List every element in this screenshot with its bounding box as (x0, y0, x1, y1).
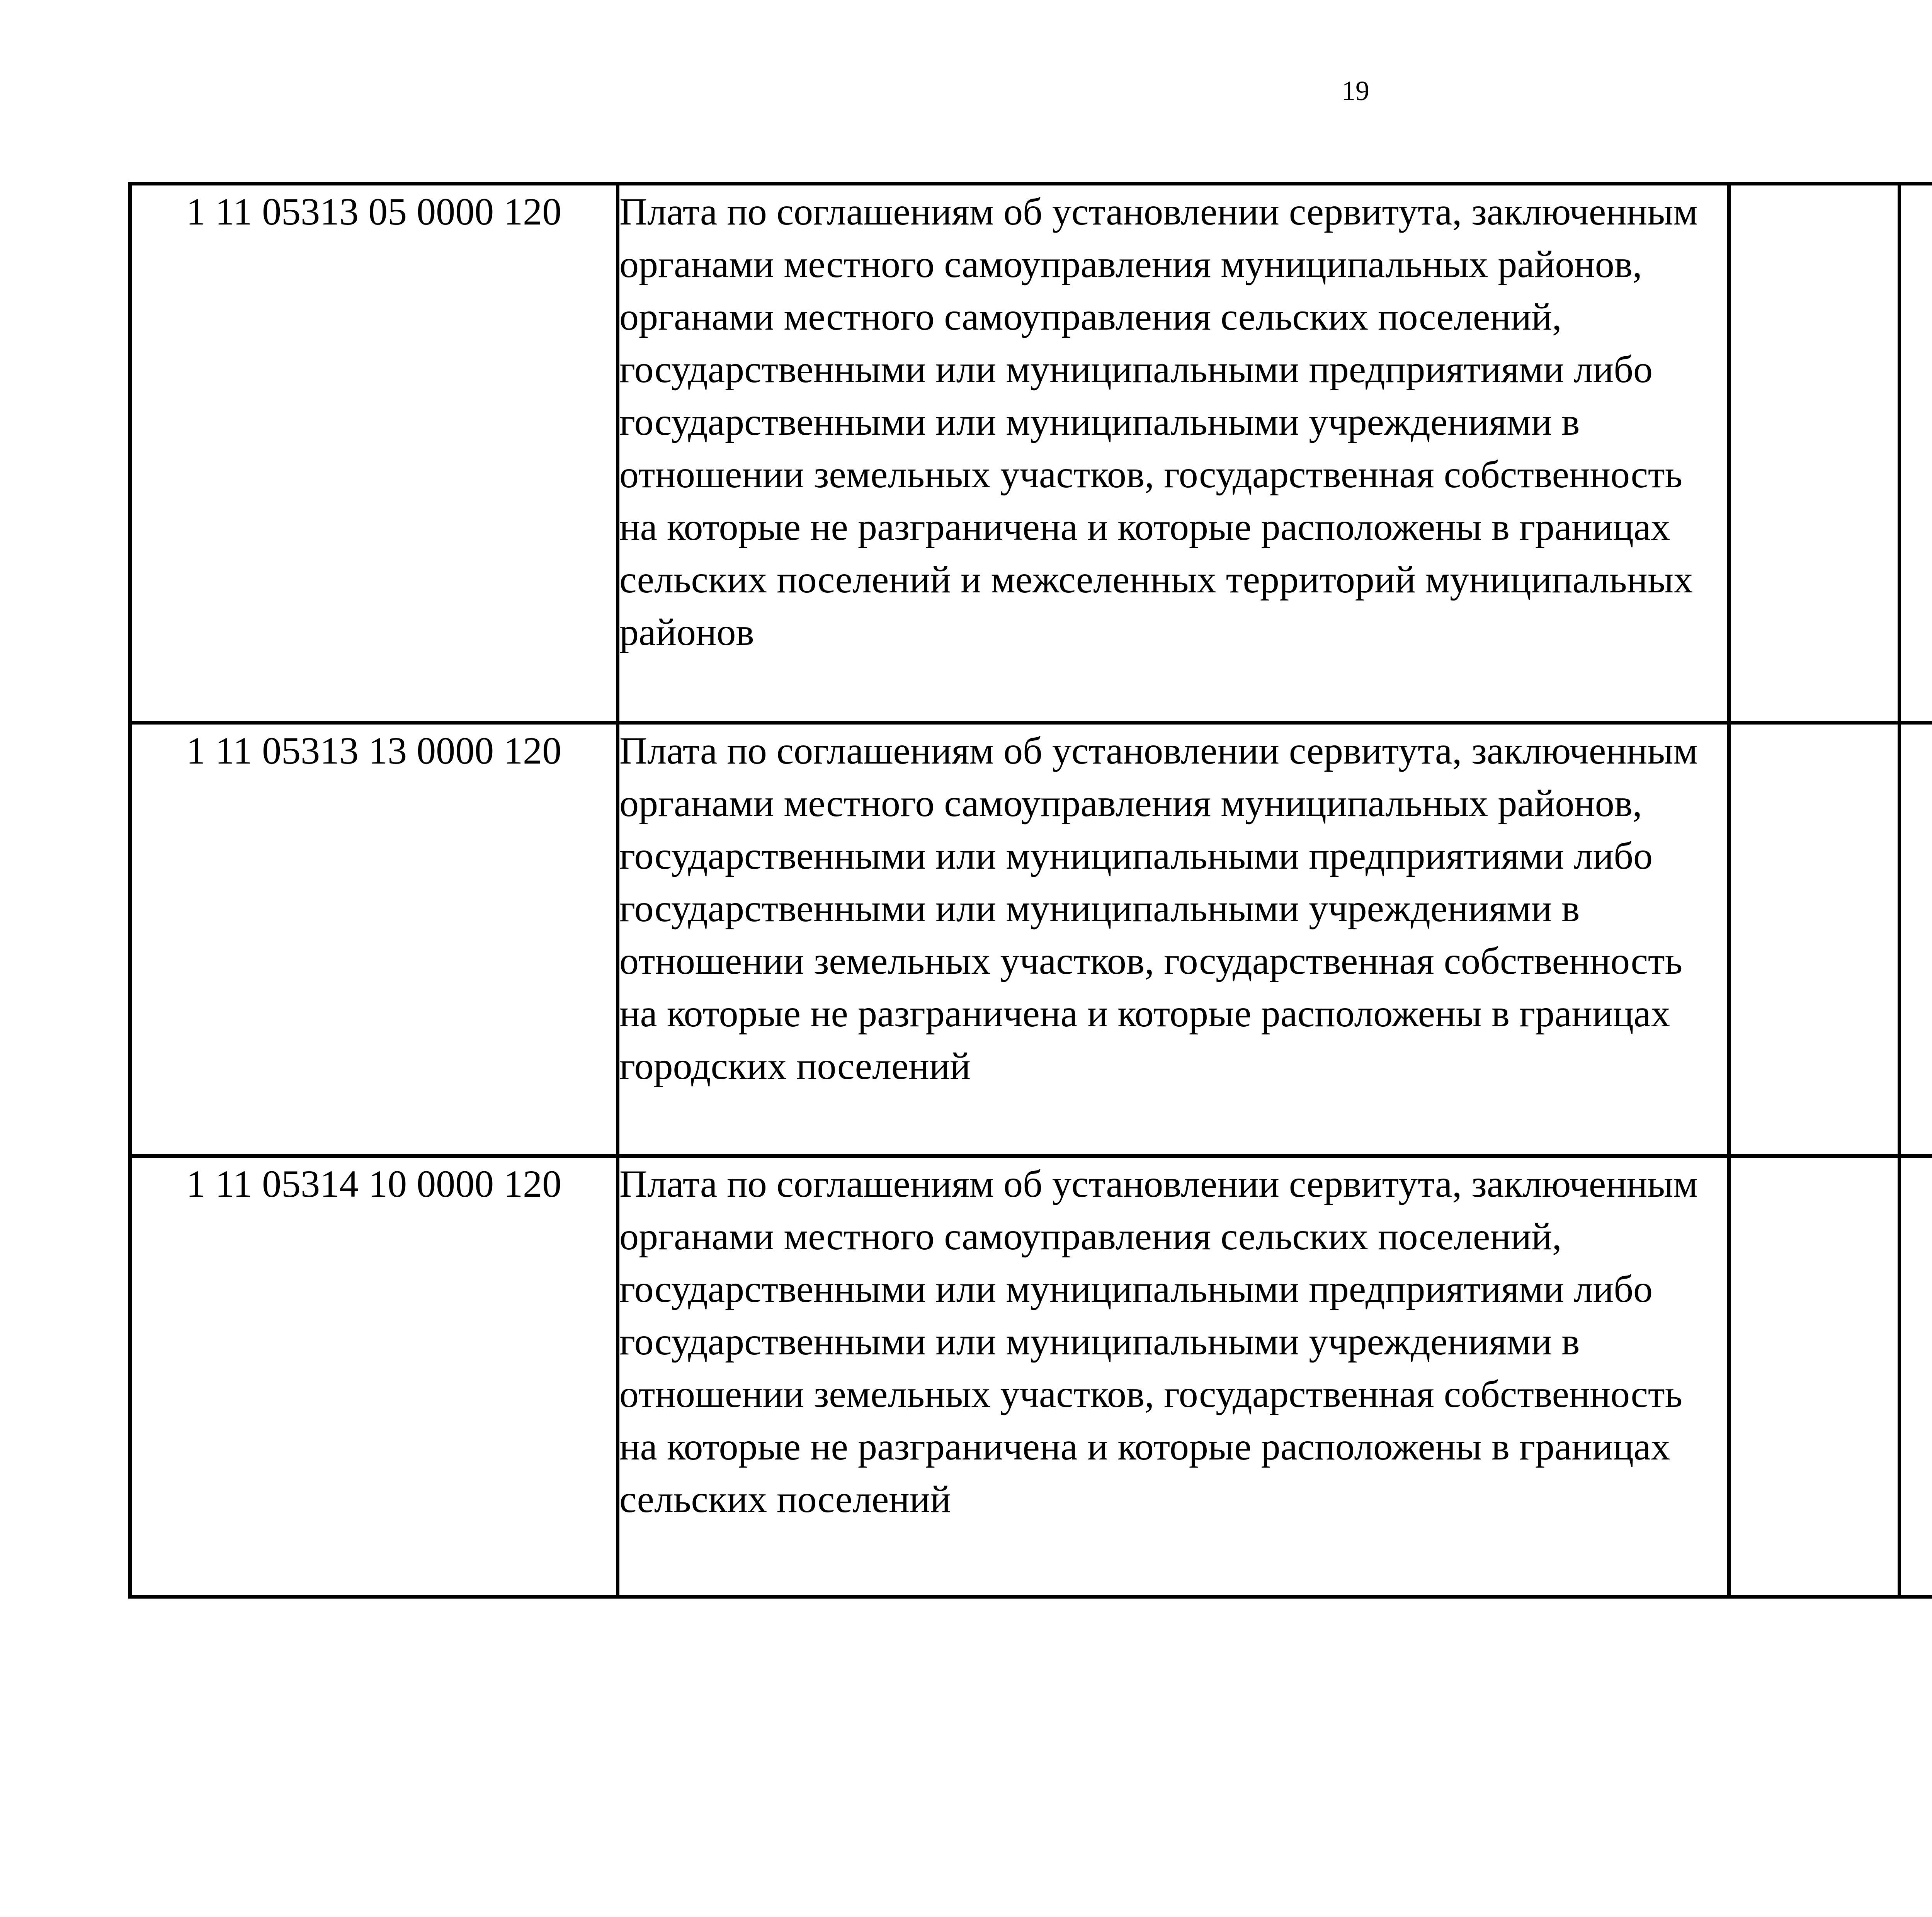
table-row (130, 184, 1932, 723)
budget-code-cell: 1 11 05313 05 0000 120 (130, 184, 618, 723)
value-cell-2 (1900, 723, 1932, 1156)
budget-code-cell: 1 11 05314 10 0000 120 (130, 1156, 618, 1597)
page-number: 19 (1342, 75, 1369, 106)
value-cell-1 (1729, 1156, 1900, 1597)
table-row (130, 723, 1932, 1156)
budget-code-cell: 1 11 05313 13 0000 120 (130, 723, 618, 1156)
value-cell-2 (1900, 184, 1932, 723)
table-row (130, 1156, 1932, 1597)
value-cell-1 (1729, 184, 1900, 723)
revenue-distribution-table (128, 182, 1932, 1599)
revenue-description-cell: Плата по соглашениям об установлении сервитута, заключенным органами местного самоуправления муниципальных районов, государственными или муниципальными предприятиями либо государственными или муниципальными учреждениями в отношении земельных участков, государственная собственность на которые не разграничена и которые расположены в границах городских поселений (618, 723, 1729, 1156)
revenue-description-cell: Плата по соглашениям об установлении сервитута, заключенным органами местного самоуправления муниципальных районов, органами местного самоуправления сельских поселений, государственными или муниципальными предприятиями либо государственными или муниципальными учреждениями в отношении земельных участков, государственная собственность на которые не разграничена и которые расположены в границах сельских поселений и межселенных территорий муниципальных районов (618, 184, 1729, 723)
revenue-description-cell: Плата по соглашениям об установлении сервитута, заключенным органами местного самоуправления сельских поселений, государственными или муниципальными предприятиями либо государственными или муниципальными учреждениями в отношении земельных участков, государственная собственность на которые не разграничена и которые расположены в границах сельских поселений (618, 1156, 1729, 1597)
value-cell-1 (1729, 723, 1900, 1156)
value-cell-2 (1900, 1156, 1932, 1597)
